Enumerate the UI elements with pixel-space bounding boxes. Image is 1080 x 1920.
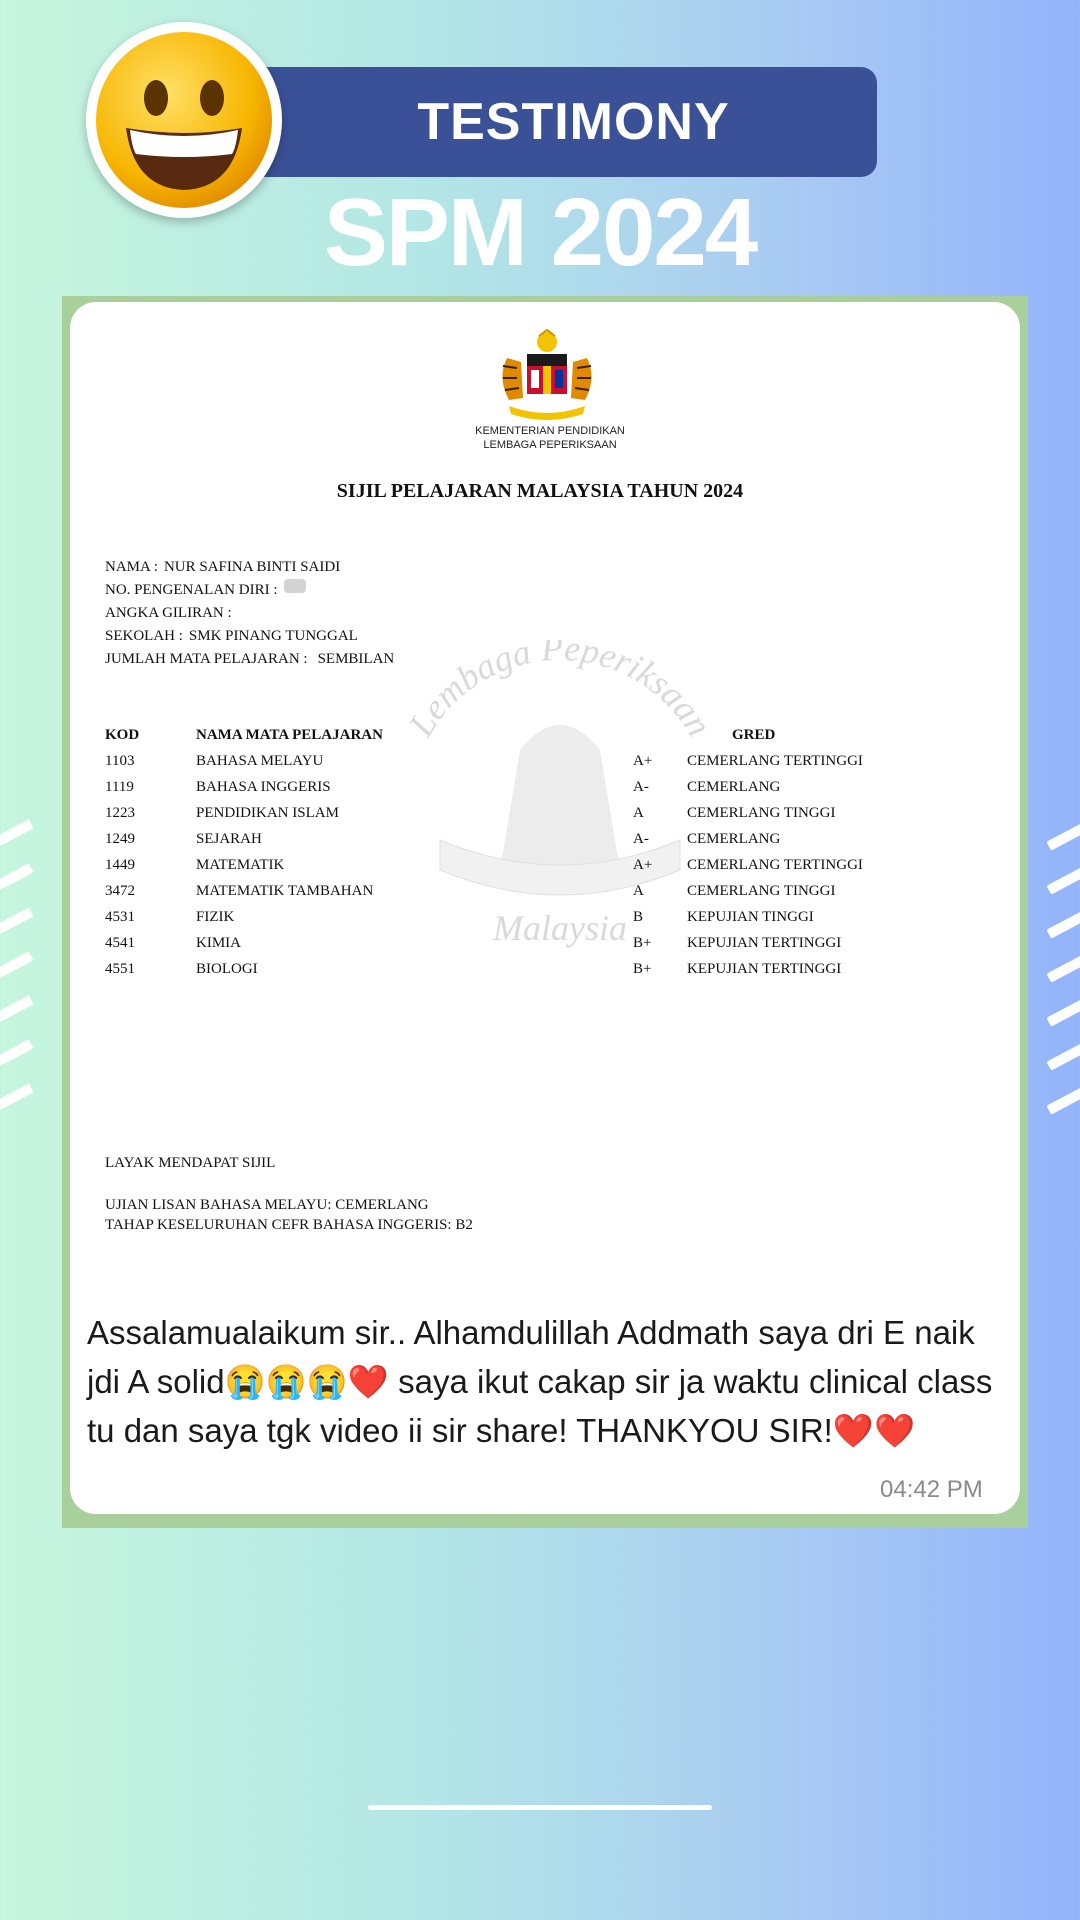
subject-name: BIOLOGI xyxy=(196,961,258,977)
nama-label: NAMA : xyxy=(105,559,158,575)
right-stripe-decoration xyxy=(1040,820,1080,1110)
subject-grade: A+ xyxy=(633,857,653,873)
subject-grade: A- xyxy=(633,831,649,847)
subject-code: 1119 xyxy=(105,779,134,795)
home-indicator[interactable] xyxy=(368,1805,712,1810)
grade-description: CEMERLANG TERTINGGI xyxy=(687,753,863,769)
left-stripe-decoration xyxy=(0,820,40,1110)
grade-description: CEMERLANG TERTINGGI xyxy=(687,857,863,873)
subject-name: BAHASA MELAYU xyxy=(196,753,324,769)
subject-name: SEJARAH xyxy=(196,831,262,847)
ministry-line-2: LEMBAGA PEPERIKSAAN xyxy=(483,439,617,451)
ujian-lisan-text: UJIAN LISAN BAHASA MELAYU: CEMERLANG xyxy=(105,1197,429,1213)
grade-description: KEPUJIAN TERTINGGI xyxy=(687,961,842,977)
student-info xyxy=(105,556,394,671)
certificate-footer xyxy=(105,1153,473,1235)
subject-grade: B+ xyxy=(633,961,652,977)
subject-grade: B xyxy=(633,909,644,925)
grade-description: CEMERLANG xyxy=(687,779,781,795)
jumlah-label: JUMLAH MATA PELAJARAN : xyxy=(105,651,308,667)
subject-code: 4531 xyxy=(105,909,135,925)
grade-description: CEMERLANG TINGGI xyxy=(687,805,836,821)
angka-giliran-label: ANGKA GILIRAN : xyxy=(105,605,232,621)
coat-of-arms-icon xyxy=(487,328,607,429)
exam-year-title: SPM 2024 xyxy=(323,179,757,286)
message-text: Assalamualaikum sir.. Alhamdulillah Addmath saya dri E naik jdi A solid😭😭😭❤️ saya ikut cakap sir ja waktu clinical class tu dan saya tgk video ii sir share! THANKYOU SIR!❤️❤️ xyxy=(87,1314,993,1449)
testimony-banner xyxy=(250,67,877,177)
subject-code: 1449 xyxy=(105,857,135,873)
jumlah-value: SEMBILAN xyxy=(317,651,395,667)
subject-grade: A xyxy=(633,883,644,899)
message-time: 04:42 PM xyxy=(880,1476,983,1503)
grade-description: CEMERLANG TINGGI xyxy=(687,883,836,899)
banner-title: TESTIMONY xyxy=(417,93,730,151)
watermark-top-text: Lembaga Peperiksaan xyxy=(400,640,720,744)
ministry-line-1: KEMENTERIAN PENDIDIKAN xyxy=(475,425,625,437)
grade-description: KEPUJIAN TERTINGGI xyxy=(687,935,842,951)
subject-code: 1249 xyxy=(105,831,135,847)
header-nama: NAMA MATA PELAJARAN xyxy=(196,727,383,743)
watermark-bottom-text: Malaysia xyxy=(493,908,627,948)
sekolah-value: SMK PINANG TUNGGAL xyxy=(188,628,358,644)
redacted-ic xyxy=(284,579,306,593)
subject-code: 4541 xyxy=(105,935,135,951)
ministry-name xyxy=(400,424,700,452)
subject-name: BAHASA INGGERIS xyxy=(196,779,331,795)
ic-label: NO. PENGENALAN DIRI : xyxy=(105,582,278,598)
cefr-text: TAHAP KESELURUHAN CEFR BAHASA INGGERIS: B2 xyxy=(105,1217,473,1233)
subject-name: PENDIDIKAN ISLAM xyxy=(196,805,339,821)
subject-code: 1223 xyxy=(105,805,135,821)
subject-name: MATEMATIK TAMBAHAN xyxy=(196,883,374,899)
certificate-title: SIJIL PELAJARAN MALAYSIA TAHUN 2024 xyxy=(336,480,744,502)
subject-code: 4551 xyxy=(105,961,135,977)
subject-code: 1103 xyxy=(105,753,135,769)
header-kod: KOD xyxy=(105,727,140,743)
subject-code: 3472 xyxy=(105,883,135,899)
subject-grade: A+ xyxy=(633,753,653,769)
nama-value: NUR SAFINA BINTI SAIDI xyxy=(163,559,341,575)
examination-board-watermark xyxy=(380,640,740,970)
grade-description: KEPUJIAN TINGGI xyxy=(687,909,814,925)
grade-description: CEMERLANG xyxy=(687,831,781,847)
subject-grade: A xyxy=(633,805,644,821)
sekolah-label: SEKOLAH : xyxy=(105,628,183,644)
subject-grade: A- xyxy=(633,779,649,795)
layak-text: LAYAK MENDAPAT SIJIL xyxy=(105,1155,276,1171)
subject-name: KIMIA xyxy=(196,935,241,951)
header-gred: GRED xyxy=(732,727,776,743)
subject-grade: B+ xyxy=(633,935,652,951)
subject-name: FIZIK xyxy=(196,909,235,925)
subject-name: MATEMATIK xyxy=(196,857,285,873)
